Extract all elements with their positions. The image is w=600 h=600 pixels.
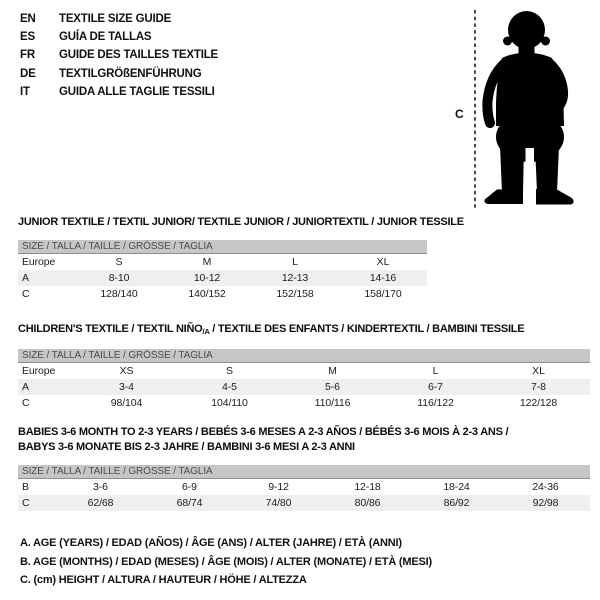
size-cell: 18-24	[443, 481, 470, 493]
size-data-table	[18, 363, 590, 411]
title-text: CHILDREN'S TEXTILE / TEXTIL NIÑO	[18, 323, 203, 335]
size-cell: 9-12	[268, 481, 289, 493]
language-code: DE	[20, 67, 36, 80]
language-label: TEXTILGRÖßENFÜHRUNG	[59, 67, 202, 80]
language-label: GUIDE DES TAILLES TEXTILE	[59, 49, 218, 62]
size-cell: M	[202, 256, 212, 268]
size-cell: 140/152	[188, 288, 226, 300]
size-table-junior	[18, 215, 464, 302]
size-cell: 8-10	[108, 272, 130, 284]
size-cell: 12-18	[354, 481, 381, 493]
language-label: GUIDA ALLE TAGLIE TESSILI	[59, 85, 215, 98]
size-cell: 6-9	[182, 481, 197, 493]
size-cell: 98/104	[110, 397, 143, 409]
row-label: A	[22, 381, 29, 393]
language-row	[20, 46, 218, 64]
table-row	[18, 495, 590, 511]
size-cell: S	[226, 365, 233, 377]
language-code: ES	[20, 31, 35, 44]
baby-figure	[430, 0, 600, 240]
height-measure-label: C	[455, 107, 464, 121]
size-cell: 116/122	[417, 397, 454, 409]
language-row	[20, 28, 218, 46]
size-cell: 86/92	[443, 497, 470, 509]
row-label: Europe	[22, 256, 56, 268]
table-row	[18, 270, 427, 286]
size-cell: 10-12	[193, 272, 221, 284]
baby-ear-right	[541, 37, 550, 46]
language-row	[20, 10, 218, 28]
row-label: C	[22, 497, 30, 509]
size-header-label: SIZE / TALLA / TAILLE / GRÖSSE / TAGLIA	[22, 350, 213, 361]
size-data-table	[18, 254, 427, 302]
title-text: JUNIOR TEXTILE / TEXTIL JUNIOR/ TEXTILE JUNIOR / JUNIORTEXTIL / JUNIOR TESSILE	[18, 216, 464, 228]
row-label: Europe	[22, 365, 56, 377]
size-cell: 14-16	[369, 272, 397, 284]
table-row	[18, 254, 427, 270]
table-row	[18, 379, 590, 395]
size-cell: 74/80	[265, 497, 292, 509]
size-cell: 24-36	[532, 481, 559, 493]
size-cell: 104/110	[211, 397, 248, 409]
size-cell: XL	[532, 365, 545, 377]
language-code: EN	[20, 13, 36, 25]
footnotes	[20, 534, 432, 590]
size-cell: 80/86	[354, 497, 381, 509]
size-data-table	[18, 479, 590, 511]
size-header-bar	[18, 349, 590, 363]
size-cell: 92/98	[532, 497, 559, 509]
size-cell: 62/68	[87, 497, 114, 509]
table-row	[18, 286, 427, 302]
size-header-label: SIZE / TALLA / TAILLE / GRÖSSE / TAGLIA	[22, 241, 213, 252]
table-row	[18, 479, 590, 495]
title-subscript: /A	[202, 327, 210, 336]
table-title	[18, 322, 590, 339]
size-cell: 5-6	[325, 381, 340, 393]
footnote-line: B. AGE (MONTHS) / EDAD (MESES) / ÂGE (MOIS) / ALTER (MONATE) / ETÀ (MESI)	[20, 555, 432, 568]
size-cell: 68/74	[176, 497, 203, 509]
language-list	[20, 10, 218, 101]
size-cell: S	[115, 256, 123, 268]
table-row	[18, 395, 590, 411]
table-title-line	[18, 322, 590, 339]
table-row	[18, 363, 590, 379]
size-cell: 6-7	[428, 381, 443, 393]
size-cell: L	[292, 256, 298, 268]
language-code: IT	[20, 85, 30, 98]
language-label: TEXTILE SIZE GUIDE	[59, 13, 172, 25]
footnote-line: C. (cm) HEIGHT / ALTURA / HAUTEUR / HÖHE / ALTEZZA	[20, 574, 307, 586]
size-table-children	[18, 322, 590, 411]
size-header-label: SIZE / TALLA / TAILLE / GRÖSSE / TAGLIA	[22, 466, 213, 477]
size-cell: 152/158	[276, 288, 314, 300]
size-cell: 7-8	[531, 381, 546, 393]
language-label: GUÍA DE TALLAS	[59, 31, 152, 44]
size-cell: 122/128	[519, 397, 558, 409]
size-cell: 4-5	[222, 381, 237, 393]
size-cell: 12-13	[281, 272, 309, 284]
size-cell: 3-4	[119, 381, 134, 393]
size-cell: M	[328, 365, 337, 377]
table-title	[18, 215, 464, 230]
row-label: C	[22, 288, 30, 300]
language-row	[20, 65, 218, 83]
size-cell: 128/140	[100, 288, 138, 300]
table-title-line	[18, 215, 464, 230]
baby-ear-left	[503, 37, 512, 46]
size-header-bar	[18, 240, 427, 254]
size-header-bar	[18, 465, 590, 479]
row-label: B	[22, 481, 29, 493]
title-text: / TEXTILE DES ENFANTS / KINDERTEXTIL / BAMBINI TESSILE	[209, 323, 525, 335]
size-cell: XL	[376, 256, 390, 268]
language-row	[20, 83, 218, 101]
size-cell: 158/170	[364, 288, 402, 300]
footnote-line: A. AGE (YEARS) / EDAD (AÑOS) / ÂGE (ANS) / ALTER (JAHRE) / ETÀ (ANNI)	[20, 537, 402, 549]
size-cell: XS	[119, 365, 134, 377]
baby-figure-svg	[430, 0, 600, 240]
size-table-babies	[18, 425, 590, 511]
size-cell: L	[432, 365, 439, 377]
size-cell: 110/116	[314, 397, 351, 409]
title-text: BABIES 3-6 MONTH TO 2-3 YEARS / BEBÉS 3-6 MESES A 2-3 AÑOS / BÉBÉS 3-6 MOIS À 2-3 ANS /	[18, 426, 509, 438]
size-cell: 3-6	[93, 481, 108, 493]
table-title-line	[18, 425, 590, 440]
language-code: FR	[20, 49, 35, 62]
title-text: BABYS 3-6 MONATE BIS 2-3 JAHRE / BAMBINI 3-6 MESI A 2-3 ANNI	[18, 441, 355, 453]
table-title	[18, 425, 590, 455]
table-title-line	[18, 440, 590, 455]
baby-silhouette-icon	[484, 11, 573, 205]
row-label: C	[22, 397, 30, 409]
row-label: A	[22, 272, 29, 284]
